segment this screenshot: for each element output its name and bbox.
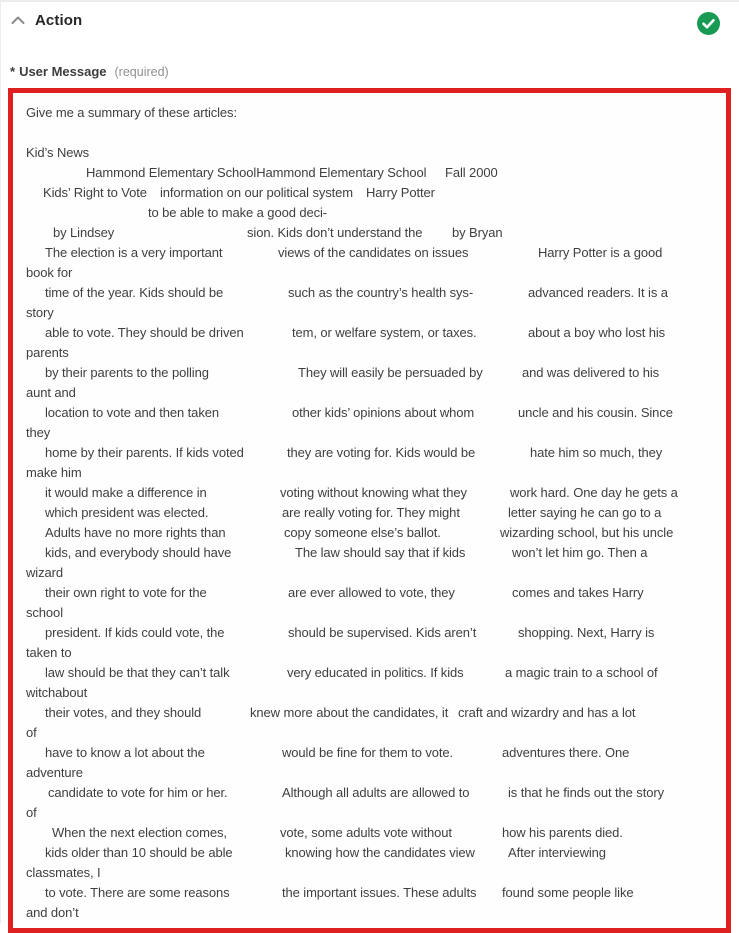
text-segment: voting without knowing what they bbox=[280, 485, 467, 500]
text-segment: such as the country’s health sys- bbox=[288, 285, 474, 300]
text-line bbox=[13, 243, 726, 263]
text-segment: the important issues. These adults bbox=[282, 885, 477, 900]
action-section-header bbox=[10, 12, 82, 29]
text-segment: Harry Potter bbox=[366, 185, 435, 200]
text-segment: are really voting for. They might bbox=[282, 505, 460, 520]
text-segment: shopping. Next, Harry is bbox=[518, 625, 655, 640]
text-line bbox=[13, 863, 726, 883]
text-segment: adventures there. One bbox=[502, 745, 630, 760]
text-line bbox=[13, 303, 726, 323]
text-line bbox=[13, 263, 726, 283]
text-line bbox=[13, 903, 726, 923]
text-segment: Harry Potter is a good bbox=[538, 245, 663, 260]
text-segment: adventure bbox=[26, 765, 83, 780]
status-check-icon bbox=[697, 12, 720, 35]
text-segment: sion. Kids don’t understand the bbox=[247, 225, 423, 240]
text-segment: law should be that they can’t talk bbox=[45, 665, 230, 680]
left-divider bbox=[0, 0, 1, 923]
text-segment: Fall 2000 bbox=[445, 165, 498, 180]
text-line bbox=[13, 563, 726, 583]
text-segment: information on our political system bbox=[160, 185, 354, 200]
text-segment: would be fine for them to vote. bbox=[282, 745, 454, 760]
text-segment: uncle and his cousin. Since bbox=[518, 405, 673, 420]
text-segment: other kids’ opinions about whom bbox=[292, 405, 475, 420]
text-segment: aunt and bbox=[26, 385, 76, 400]
text-segment: a magic train to a school of bbox=[505, 665, 658, 680]
text-segment: wizarding school, but his uncle bbox=[500, 525, 674, 540]
text-segment: The election is a very important bbox=[45, 245, 223, 260]
text-line bbox=[13, 443, 726, 463]
text-segment: of bbox=[26, 805, 37, 820]
text-segment: their votes, and they should bbox=[45, 705, 202, 720]
text-line bbox=[13, 343, 726, 363]
text-segment: copy someone else’s ballot. bbox=[284, 525, 441, 540]
text-line bbox=[13, 463, 726, 483]
text-line bbox=[13, 203, 726, 223]
text-line bbox=[13, 723, 726, 743]
text-segment: time of the year. Kids should be bbox=[45, 285, 224, 300]
text-segment: book for bbox=[26, 265, 73, 280]
text-segment: president. If kids could vote, the bbox=[45, 625, 225, 640]
text-segment: parents bbox=[26, 345, 69, 360]
text-line bbox=[13, 643, 726, 663]
text-line bbox=[13, 683, 726, 703]
text-segment: classmates, I bbox=[26, 865, 101, 880]
text-segment: their own right to vote for the bbox=[45, 585, 207, 600]
text-line bbox=[13, 783, 726, 803]
text-segment: to vote. There are some reasons bbox=[45, 885, 230, 900]
text-line bbox=[13, 843, 726, 863]
text-segment: to be able to make a good deci- bbox=[148, 205, 328, 220]
text-segment: which president was elected. bbox=[45, 505, 209, 520]
chevron-up-icon[interactable] bbox=[10, 13, 26, 29]
text-segment: taken to bbox=[26, 645, 72, 660]
text-segment: craft and wizardry and has a lot bbox=[458, 705, 636, 720]
text-line bbox=[13, 163, 726, 183]
text-line bbox=[13, 143, 726, 163]
text-segment: it would make a difference in bbox=[45, 485, 207, 500]
text-segment: tem, or welfare system, or taxes. bbox=[292, 325, 477, 340]
text-segment: witchabout bbox=[26, 685, 88, 700]
text-segment: able to vote. They should be driven bbox=[45, 325, 244, 340]
text-segment: knowing how the candidates view bbox=[285, 845, 475, 860]
text-line bbox=[13, 103, 726, 123]
text-segment: When the next election comes, bbox=[52, 825, 227, 840]
text-segment: story bbox=[26, 305, 54, 320]
text-segment: Kids’ Right to Vote bbox=[43, 185, 147, 200]
text-segment: wizard bbox=[26, 565, 63, 580]
text-line bbox=[13, 743, 726, 763]
user-message-text bbox=[13, 93, 726, 928]
text-segment: They will easily be persuaded by bbox=[298, 365, 483, 380]
text-segment: and don’t bbox=[26, 905, 79, 920]
text-line bbox=[13, 183, 726, 203]
text-segment: kids, and everybody should have bbox=[45, 545, 232, 560]
text-line bbox=[13, 883, 726, 903]
text-segment: Kid’s News bbox=[26, 145, 90, 160]
user-message-label-row bbox=[10, 64, 169, 79]
text-segment: knew more about the candidates, it bbox=[250, 705, 449, 720]
text-line bbox=[13, 623, 726, 643]
text-line bbox=[13, 503, 726, 523]
text-line bbox=[13, 323, 726, 343]
text-line bbox=[13, 123, 726, 143]
text-segment: they bbox=[26, 425, 51, 440]
text-segment: of bbox=[26, 725, 37, 740]
text-line bbox=[13, 823, 726, 843]
text-line bbox=[13, 403, 726, 423]
text-segment: is that he finds out the story bbox=[508, 785, 664, 800]
text-segment: very educated in politics. If kids bbox=[287, 665, 464, 680]
text-segment: Although all adults are allowed to bbox=[282, 785, 470, 800]
text-line bbox=[13, 663, 726, 683]
text-segment: about a boy who lost his bbox=[528, 325, 666, 340]
text-segment: letter saying he can go to a bbox=[508, 505, 662, 520]
text-line bbox=[13, 763, 726, 783]
text-segment: kids older than 10 should be able bbox=[45, 845, 233, 860]
text-segment: won’t let him go. Then a bbox=[512, 545, 648, 560]
text-line bbox=[13, 363, 726, 383]
text-segment: have to know a lot about the bbox=[45, 745, 205, 760]
text-line bbox=[13, 483, 726, 503]
required-asterisk: * bbox=[10, 64, 16, 79]
required-hint: (required) bbox=[114, 65, 169, 79]
text-segment: The law should say that if kids bbox=[295, 545, 466, 560]
text-line bbox=[13, 223, 726, 243]
text-line bbox=[13, 703, 726, 723]
text-segment: advanced readers. It is a bbox=[528, 285, 668, 300]
section-title: Action bbox=[35, 12, 83, 29]
text-segment: vote, some adults vote without bbox=[280, 825, 452, 840]
text-segment: should be supervised. Kids aren’t bbox=[288, 625, 477, 640]
text-segment: location to vote and then taken bbox=[45, 405, 219, 420]
text-segment: by Lindsey bbox=[53, 225, 115, 240]
top-divider bbox=[0, 0, 739, 2]
text-segment: Adults have no more rights than bbox=[45, 525, 226, 540]
text-segment: hate him so much, they bbox=[530, 445, 663, 460]
text-segment: comes and takes Harry bbox=[512, 585, 644, 600]
text-line bbox=[13, 603, 726, 623]
text-segment: by Bryan bbox=[452, 225, 503, 240]
text-segment: and was delivered to his bbox=[522, 365, 660, 380]
text-line bbox=[13, 283, 726, 303]
text-segment: by their parents to the polling bbox=[45, 365, 209, 380]
text-segment: make him bbox=[26, 465, 82, 480]
text-line bbox=[13, 543, 726, 563]
text-line bbox=[13, 423, 726, 443]
text-segment: After interviewing bbox=[508, 845, 606, 860]
text-segment: how his parents died. bbox=[502, 825, 623, 840]
text-segment: views of the candidates on issues bbox=[278, 245, 469, 260]
text-segment: candidate to vote for him or her. bbox=[48, 785, 228, 800]
text-segment: school bbox=[26, 605, 63, 620]
text-segment: they are voting for. Kids would be bbox=[287, 445, 476, 460]
text-segment: found some people like bbox=[502, 885, 634, 900]
text-line bbox=[13, 523, 726, 543]
text-line bbox=[13, 383, 726, 403]
text-segment: work hard. One day he gets a bbox=[510, 485, 678, 500]
user-message-field[interactable] bbox=[8, 88, 731, 933]
text-segment: Hammond Elementary SchoolHammond Elementary School bbox=[86, 165, 427, 180]
text-segment: are ever allowed to vote, they bbox=[288, 585, 455, 600]
text-segment: Give me a summary of these articles: bbox=[26, 105, 237, 120]
text-segment: home by their parents. If kids voted bbox=[45, 445, 244, 460]
user-message-label: User Message bbox=[19, 64, 107, 79]
text-line bbox=[13, 803, 726, 823]
text-line bbox=[13, 583, 726, 603]
